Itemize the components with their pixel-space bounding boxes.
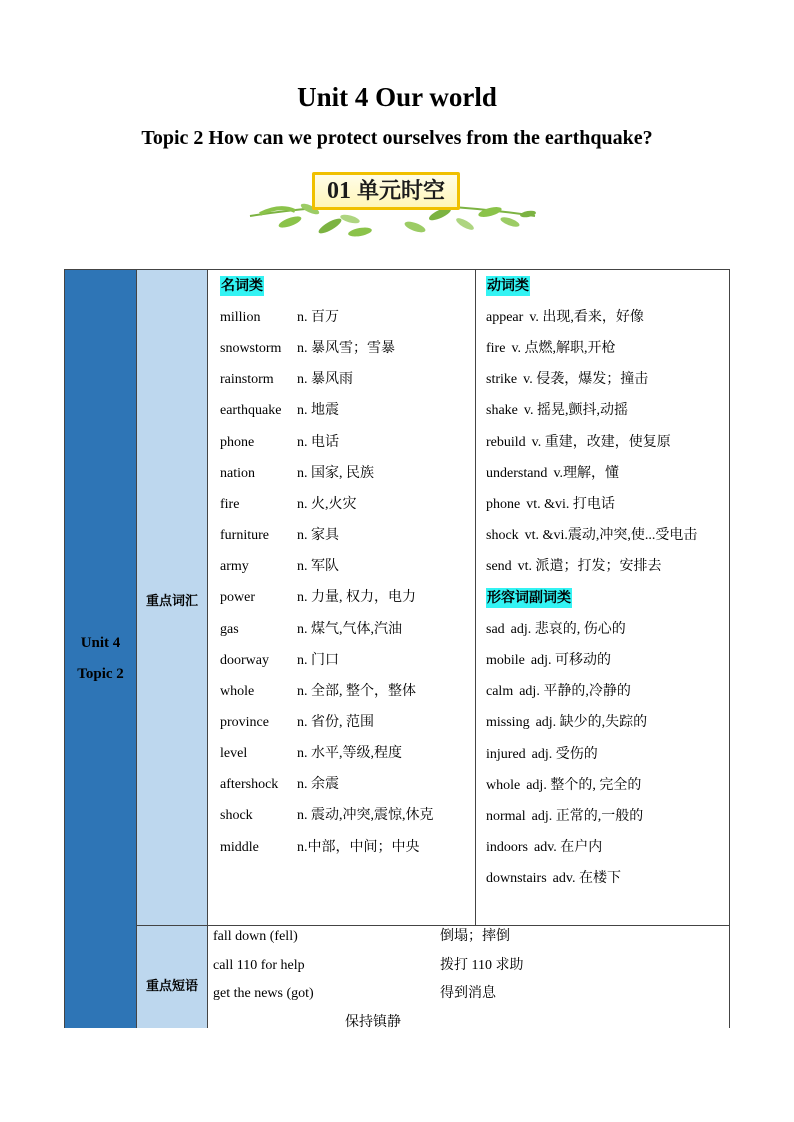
vocab-word: rebuild (486, 434, 526, 450)
vocab-definition: v.理解，懂 (553, 465, 620, 481)
vocab-word: normal (486, 808, 526, 824)
vocab-row (486, 395, 628, 426)
nouns-header: 名词类 (221, 278, 263, 294)
vocab-row (486, 832, 602, 863)
vocab-definition: n. 全部, 整个，整体 (297, 683, 416, 699)
phrase-chinese: 拨打 110 求助 (440, 957, 524, 973)
vocab-definition: n. 门口 (297, 652, 339, 668)
vocab-word: fire (486, 341, 506, 357)
vocab-word: phone (220, 434, 255, 450)
section-number: 01 (326, 178, 351, 204)
vocab-word: rainstorm (220, 372, 274, 388)
vocab-definition: n. 震动,冲突,震惊,休克 (297, 808, 434, 824)
vocab-definition: n. 暴风雨 (297, 372, 353, 388)
phrase-chinese: 得到消息 (440, 986, 496, 1001)
vocab-word: indoors (486, 840, 528, 856)
vocab-definition: v. 重建，改建，使复原 (531, 434, 671, 450)
vocab-word: sad (486, 622, 505, 637)
vocab-definition: n. 力量, 权力，电力 (297, 590, 416, 606)
vocab-row (486, 739, 598, 770)
section-banner-box (312, 172, 460, 210)
phrase-chinese: 保持镇静 (345, 1014, 401, 1030)
vocab-row (486, 614, 626, 645)
vocab-column-divider (475, 270, 476, 925)
vocab-word: aftershock (220, 777, 279, 793)
vocab-definition: n. 地震 (297, 403, 339, 419)
vocab-word: army (220, 559, 249, 575)
vocab-definition: n. 煤气,气体,汽油 (297, 621, 402, 637)
vocab-row (486, 364, 648, 395)
vocab-word: mobile (486, 653, 525, 669)
vocab-definition: adj. 受伤的 (531, 746, 598, 762)
phrase-english: call 110 for help (213, 957, 305, 973)
vocab-word: downstairs (486, 871, 547, 887)
vocab-word: doorway (220, 652, 269, 668)
unit-label (65, 628, 136, 690)
category-column (137, 270, 208, 1028)
vocab-word: phone (486, 496, 521, 512)
vocab-word: shock (486, 528, 519, 544)
phrase-chinese: 倒塌；摔倒 (440, 929, 510, 944)
vocab-word: million (220, 310, 261, 325)
vocab-definition: adj. 正常的,一般的 (531, 808, 644, 824)
vocab-definition: vt. &vi. 打电话 (526, 496, 615, 512)
vocab-word: middle (220, 839, 259, 855)
adjectives-header: 形容词副词类 (487, 590, 571, 606)
vocab-word: calm (486, 684, 514, 700)
vocab-word: understand (486, 465, 548, 481)
verbs-header: 动词类 (487, 278, 529, 294)
vocab-row (486, 645, 611, 676)
vocab-word: level (220, 746, 248, 762)
vocab-word: gas (220, 621, 239, 637)
unit-label-line1: Unit 4 (80, 635, 121, 651)
vocab-definition: n. 百万 (297, 310, 339, 325)
vocab-definition: v. 摇晃,颤抖,动摇 (523, 403, 628, 419)
vocab-word: send (486, 559, 512, 575)
vocab-word: furniture (220, 528, 269, 544)
vocab-word: strike (486, 372, 518, 388)
vocab-row (486, 458, 619, 489)
vocab-definition: n. 国家, 民族 (297, 465, 374, 481)
vocab-word: shake (486, 403, 518, 419)
vocab-row (486, 427, 671, 458)
vocab-definition: n. 火,火灾 (297, 496, 357, 512)
vocab-definition: adj. 平静的,冷静的 (519, 684, 631, 700)
vocab-definition: adv. 在户内 (534, 840, 603, 856)
vocab-definition: adj. 悲哀的, 伤心的 (510, 622, 626, 637)
phrase-english: get the news (got) (213, 986, 314, 1001)
vocab-row (486, 333, 616, 364)
table-right-border (729, 269, 730, 1028)
vocab-word: appear (486, 310, 524, 325)
section-banner (240, 164, 540, 244)
vocab-row (486, 770, 641, 801)
vocab-row (486, 863, 621, 894)
vocab-word: shock (220, 808, 253, 824)
vocab-word: earthquake (220, 403, 282, 419)
vocab-word: missing (486, 715, 530, 731)
unit-label-line2: Topic 2 (77, 666, 124, 682)
vocab-word: snowstorm (220, 341, 282, 357)
vocab-row (486, 801, 643, 832)
vocab-definition: n. 水平,等级,程度 (297, 746, 402, 762)
page-subtitle: Topic 2 How can we protect ourselves from the earthquake? (141, 127, 653, 149)
vocab-definition: adv. 在楼下 (552, 871, 621, 887)
vocab-category-label: 重点词汇 (145, 594, 198, 609)
phrases-category-label: 重点短语 (145, 979, 198, 994)
vocab-definition: n. 家具 (297, 528, 339, 544)
vocab-word: nation (220, 465, 255, 481)
vocab-definition: n.中部，中间；中央 (297, 839, 420, 855)
vocab-row (486, 676, 631, 707)
vocab-row (486, 302, 644, 333)
vocab-row (486, 489, 615, 520)
section-divider (137, 925, 730, 926)
vocab-definition: n. 余震 (297, 777, 339, 793)
vocab-definition: v. 点燃,解职,开枪 (511, 341, 616, 357)
page-title: Unit 4 Our world (297, 82, 497, 112)
vocab-word: injured (486, 746, 526, 762)
vocab-definition: n. 省份, 范围 (297, 714, 374, 730)
vocab-word: power (220, 590, 255, 606)
vocab-definition: adj. 可移动的 (530, 653, 611, 669)
vocab-definition: n. 军队 (297, 559, 339, 575)
vocab-word: province (220, 714, 269, 730)
vocab-definition: adj. 整个的, 完全的 (526, 777, 642, 793)
vocab-definition: adj. 缺少的,失踪的 (535, 715, 648, 731)
vocab-definition: n. 暴风雪；雪暴 (297, 341, 395, 357)
vocab-definition: vt. 派遣；打发；安排去 (517, 559, 662, 575)
vocab-row (486, 551, 662, 582)
vocab-row (486, 707, 647, 738)
vocab-definition: v. 侵袭，爆发；撞击 (523, 372, 649, 388)
vocab-word: whole (486, 777, 521, 793)
vocab-definition: v. 出现,看来，好像 (529, 310, 644, 325)
vocab-row (486, 520, 697, 551)
vocab-definition: n. 电话 (297, 434, 339, 450)
vocab-word: fire (220, 496, 240, 512)
vocab-word: whole (220, 683, 255, 699)
vocab-definition: vt. &vi.震动,冲突,使...受电击 (524, 528, 698, 544)
table-top-border (64, 269, 730, 270)
phrase-english: fall down (fell) (213, 929, 298, 944)
section-banner-text: 单元时空 (356, 179, 445, 204)
